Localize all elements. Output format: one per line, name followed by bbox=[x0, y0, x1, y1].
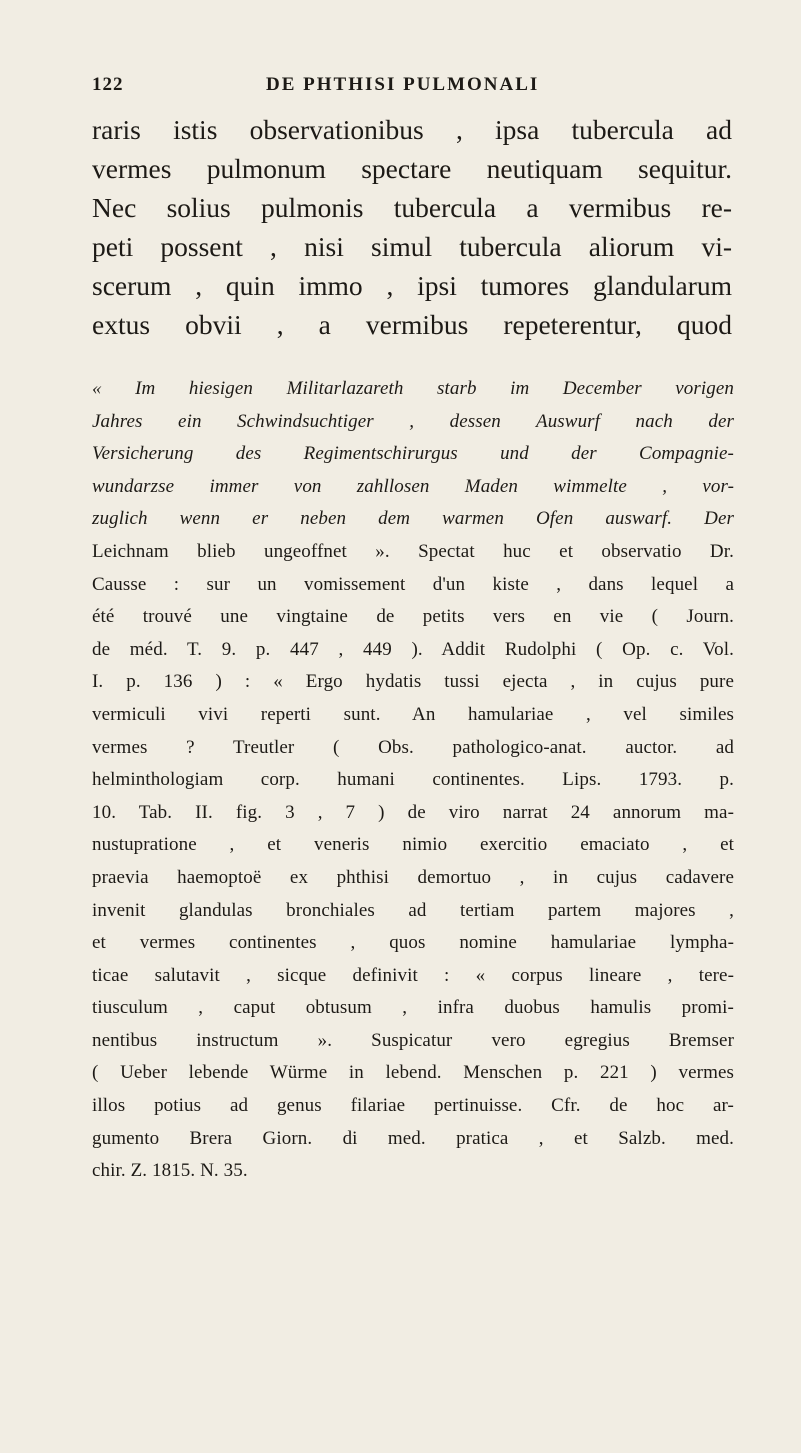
running-title: DE PHTHISI PULMONALI bbox=[266, 74, 540, 95]
note-line: invenit glandulas bronchiales ad tertiam partem majores , bbox=[92, 899, 734, 921]
text-line: extus obvii , a vermibus repeterentur, quod bbox=[92, 309, 732, 340]
note-line: tiusculum , caput obtusum , infra duobus hamulis promi- bbox=[92, 997, 734, 1019]
note-line: « Im hiesigen Militarlazareth starb im December vorigen bbox=[92, 378, 734, 399]
page-header bbox=[92, 74, 732, 100]
note-line: I. p. 136 ) : « Ergo hydatis tussi ejecta , in cujus pure bbox=[92, 671, 734, 693]
note-line: Versicherung des Regimentschirurgus und der Compagnie- bbox=[92, 443, 734, 465]
note-line: illos potius ad genus filariae pertinuisse. Cfr. de hoc ar- bbox=[92, 1095, 734, 1117]
note-line: Jahres ein Schwindsuchtiger , dessen Auswurf nach der bbox=[92, 410, 734, 432]
note-line: Leichnam blieb ungeoffnet ». Spectat huc et observatio Dr. bbox=[92, 540, 734, 562]
note-line: de méd. T. 9. p. 447 , 449 ). Addit Rudolphi ( Op. c. Vol. bbox=[92, 638, 734, 660]
text-line: vermes pulmonum spectare neutiquam sequitur. bbox=[92, 153, 732, 184]
note-line: été trouvé une vingtaine de petits vers en vie ( Journ. bbox=[92, 606, 734, 628]
note-line: praevia haemoptoë ex phthisi demortuo , in cujus cadavere bbox=[92, 866, 734, 888]
note-line: vermiculi vivi reperti sunt. An hamulariae , vel similes bbox=[92, 703, 734, 725]
note-line: wundarzse immer von zahllosen Maden wimmelte , vor- bbox=[92, 475, 734, 497]
text-line: scerum , quin immo , ipsi tumores glandularum bbox=[92, 270, 732, 301]
note-line: zuglich wenn er neben dem warmen Ofen auswarf. Der bbox=[92, 508, 734, 530]
note-line: ticae salutavit , sicque definivit : « corpus lineare , tere- bbox=[92, 964, 734, 986]
text-line: raris istis observationibus , ipsa tubercula ad bbox=[92, 114, 732, 145]
note-line: gumento Brera Giorn. di med. pratica , et Salzb. med. bbox=[92, 1127, 734, 1149]
note-line: ( Ueber lebende Würme in lebend. Menschen p. 221 ) vermes bbox=[92, 1062, 734, 1084]
note-line: Causse : sur un vomissement d'un kiste , dans lequel a bbox=[92, 573, 734, 595]
note-line: helminthologiam corp. humani continentes. Lips. 1793. p. bbox=[92, 769, 734, 791]
main-text bbox=[92, 110, 732, 344]
note-line: chir. Z. 1815. N. 35. bbox=[92, 1160, 248, 1182]
text-line: peti possent , nisi simul tubercula aliorum vi- bbox=[92, 231, 732, 262]
note-line: nentibus instructum ». Suspicatur vero egregius Bremser bbox=[92, 1029, 734, 1051]
note-line: et vermes continentes , quos nomine hamulariae lympha- bbox=[92, 932, 734, 954]
text-line: Nec solius pulmonis tubercula a vermibus re- bbox=[92, 192, 732, 223]
page-number: 122 bbox=[92, 74, 124, 95]
footnote bbox=[92, 373, 734, 1188]
note-line: nustupratione , et veneris nimio exercitio emaciato , et bbox=[92, 834, 734, 856]
note-line: 10. Tab. II. fig. 3 , 7 ) de viro narrat 24 annorum ma- bbox=[92, 801, 734, 823]
note-line: vermes ? Treutler ( Obs. pathologico-anat. auctor. ad bbox=[92, 736, 734, 758]
